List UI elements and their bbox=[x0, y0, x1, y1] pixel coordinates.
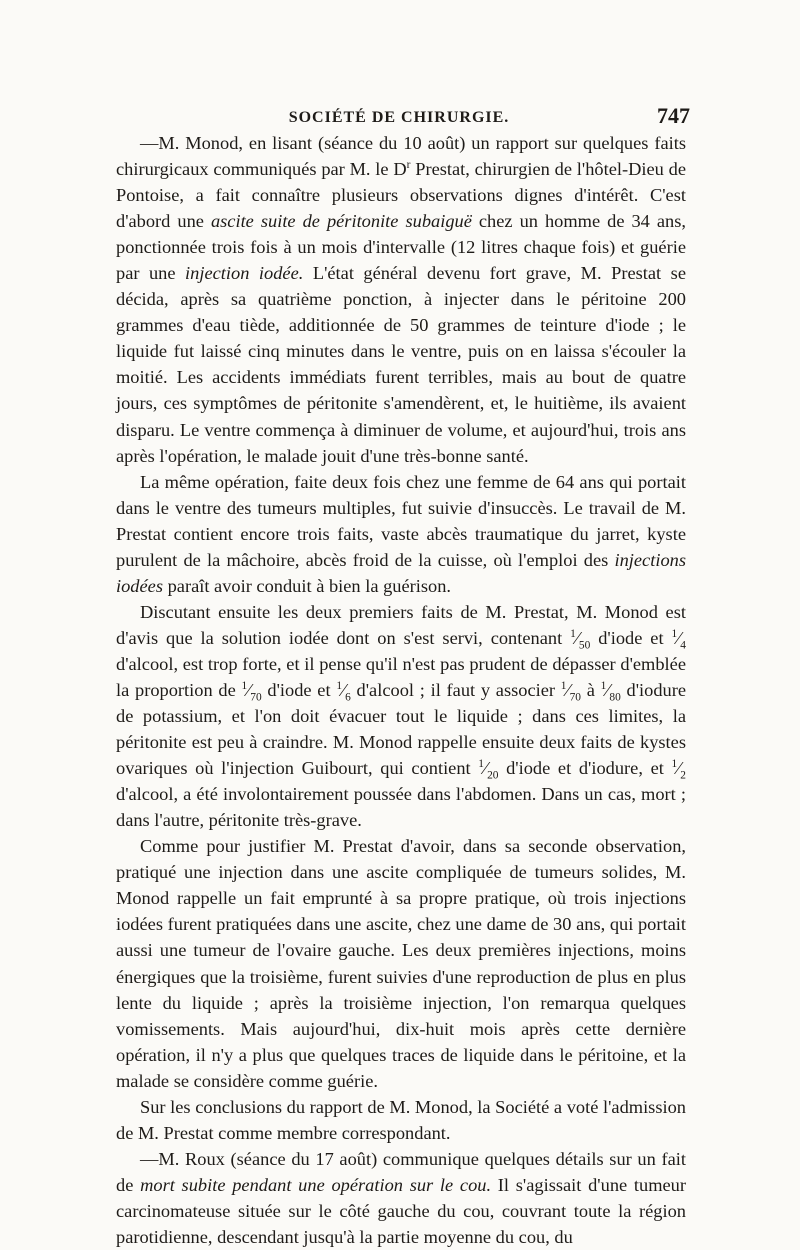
text-run: —M. Monod, en lisant (séance du 10 août) un rapport sur quelques faits chirurgicaux communiqués par M. le D bbox=[116, 133, 686, 180]
fraction bbox=[560, 679, 581, 704]
fraction-denominator: 2 bbox=[680, 769, 686, 782]
fraction-numerator: 1 bbox=[600, 679, 607, 692]
fraction-slash: ⁄ bbox=[566, 679, 570, 700]
text-run: d'iodure de potassium, et l'on doit évacuer tout le liquide ; dans ces limites, la péritonite est peu à craindre. M. Monod rappelle ensuite deux faits de kystes ovariques où l'injection Guibourt, qui contient bbox=[116, 679, 686, 779]
text-run: d'alcool, a été involontairement poussée dans l'abdomen. Dans un cas, mort ; dans l'autre, péritonite très-grave. bbox=[116, 784, 686, 831]
text-run: Comme pour justifier M. Prestat d'avoir, dans sa seconde observation, pratiqué une injection dans une ascite compliquée de tumeurs solides, M. Monod rappelle un fait emprunté à sa propre pratique, où trois injections iodées furent pratiquées dans une ascite, chez une dame de 30 ans, qui portait aussi une tumeur de l'ovaire gauche. Les deux premières injections, moins énergiques que la troisième, furent suivies d'une reproduction de plus en plus lente du liquide ; après la troisième injection, l'on remarqua quelques vomissements. Mais aujourd'hui, dix-huit mois après cette dernière opération, il n'y a plus que quelques traces de liquide dans le péritoine, et la malade se considère comme guérie. bbox=[116, 836, 686, 1091]
fraction-slash: ⁄ bbox=[247, 679, 251, 700]
fraction-slash: ⁄ bbox=[606, 679, 610, 700]
paragraph bbox=[116, 469, 686, 599]
running-head bbox=[108, 103, 690, 131]
text-run: d'iode et bbox=[590, 627, 672, 648]
paragraph bbox=[116, 1094, 686, 1146]
text-run: d'iode et d'iodure, et bbox=[498, 758, 672, 779]
italic-text: injections iodées bbox=[116, 549, 686, 596]
fraction bbox=[570, 627, 591, 652]
fraction bbox=[600, 679, 621, 704]
fraction-slash: ⁄ bbox=[342, 679, 346, 700]
fraction-denominator: 20 bbox=[487, 769, 499, 782]
italic-text: ascite suite de péritonite subaiguë bbox=[210, 211, 472, 232]
fraction-denominator: 4 bbox=[680, 639, 686, 652]
fraction-denominator: 50 bbox=[578, 639, 591, 652]
text-run: d'alcool, est trop forte, et il pense qu'il n'est pas prudent de dépasser d'emblée la proportion de bbox=[116, 653, 686, 700]
fraction bbox=[478, 758, 499, 782]
text-run: d'iode et bbox=[261, 679, 337, 700]
fraction bbox=[241, 679, 262, 704]
text-run: Prestat, chirurgien de l'hôtel-Dieu de Pontoise, a fait connaître plusieurs observations dignes d'intérêt. C'est d'abord une bbox=[116, 159, 686, 232]
text-run: Sur les conclusions du rapport de M. Monod, la Société a voté l'admission de M. Prestat comme membre correspondant. bbox=[116, 1096, 686, 1143]
text-run: paraît avoir conduit à bien la guérison. bbox=[162, 575, 452, 596]
fraction-numerator: 1 bbox=[570, 627, 576, 640]
text-run: —M. Roux (séance du 17 août) communique quelques détails sur un fait de bbox=[116, 1148, 686, 1195]
fraction-slash: ⁄ bbox=[677, 758, 681, 779]
body-text bbox=[116, 130, 686, 1250]
paragraph bbox=[116, 130, 686, 469]
fraction-numerator: 1 bbox=[336, 679, 343, 692]
fraction-denominator: 70 bbox=[250, 691, 262, 704]
text-run: d'alcool ; il faut y associer bbox=[350, 679, 561, 700]
fraction-slash: ⁄ bbox=[484, 758, 488, 779]
running-title: SOCIÉTÉ DE CHIRURGIE. bbox=[288, 109, 510, 126]
fraction-numerator: 1 bbox=[478, 758, 484, 770]
page-number: 747 bbox=[657, 103, 690, 128]
fraction-slash: ⁄ bbox=[575, 627, 579, 648]
text-run: Discutant ensuite les deux premiers faits de M. Prestat, M. Monod est d'avis que la solution iodée dont on s'est servi, contenant bbox=[116, 601, 686, 648]
text-run: chez un homme de 34 ans, ponctionnée trois fois à un mois d'intervalle (12 litres chaque fois) et guérie par une bbox=[116, 211, 686, 284]
text-run: Il s'agissait d'une tumeur carcinomateuse située sur le côté gauche du cou, couvrant toute la région parotidienne, descendant jusqu'à la partie moyenne du cou, du bbox=[116, 1174, 686, 1247]
fraction-denominator: 70 bbox=[569, 691, 581, 704]
italic-text: injection iodée. bbox=[185, 263, 304, 284]
fraction-denominator: 80 bbox=[609, 691, 621, 704]
fraction bbox=[671, 627, 686, 652]
fraction-numerator: 1 bbox=[671, 627, 678, 640]
text-run: La même opération, faite deux fois chez une femme de 64 ans qui portait dans le ventre des tumeurs multiples, fut suivie d'insuccès. Le travail de M. Prestat contient encore trois faits, vaste abcès traumatique du jarret, kyste purulent de la mâchoire, abcès froid de la cuisse, où l'emploi des bbox=[116, 471, 686, 570]
superscript: r bbox=[406, 158, 411, 171]
fraction-numerator: 1 bbox=[560, 679, 567, 692]
fraction-numerator: 1 bbox=[671, 758, 678, 770]
fraction-numerator: 1 bbox=[241, 679, 248, 692]
fraction bbox=[336, 679, 351, 704]
paragraph bbox=[116, 1146, 686, 1250]
italic-text: mort subite pendant une opération sur le cou. bbox=[140, 1174, 492, 1195]
paragraph bbox=[116, 599, 686, 833]
fraction-denominator: 6 bbox=[345, 691, 351, 704]
text-run: à bbox=[580, 679, 601, 700]
text-run: L'état général devenu fort grave, M. Prestat se décida, après sa quatrième ponction, à injecter dans le péritoine 200 grammes d'eau tiède, additionnée de 50 grammes de teinture d'iode ; le liquide fut laissé cinq minutes dans le ventre, puis on en laissa s'écouler la moitié. Les accidents immédiats furent terribles, mais au bout de quatre jours, ces symptômes de péritonite s'amendèrent, et, le huitième, ils avaient disparu. Le ventre commença à diminuer de volume, et aujourd'hui, trois ans après l'opération, le malade jouit d'une très-bonne santé. bbox=[116, 263, 686, 466]
fraction-slash: ⁄ bbox=[677, 627, 681, 648]
paragraph bbox=[116, 833, 686, 1093]
fraction bbox=[671, 758, 686, 782]
